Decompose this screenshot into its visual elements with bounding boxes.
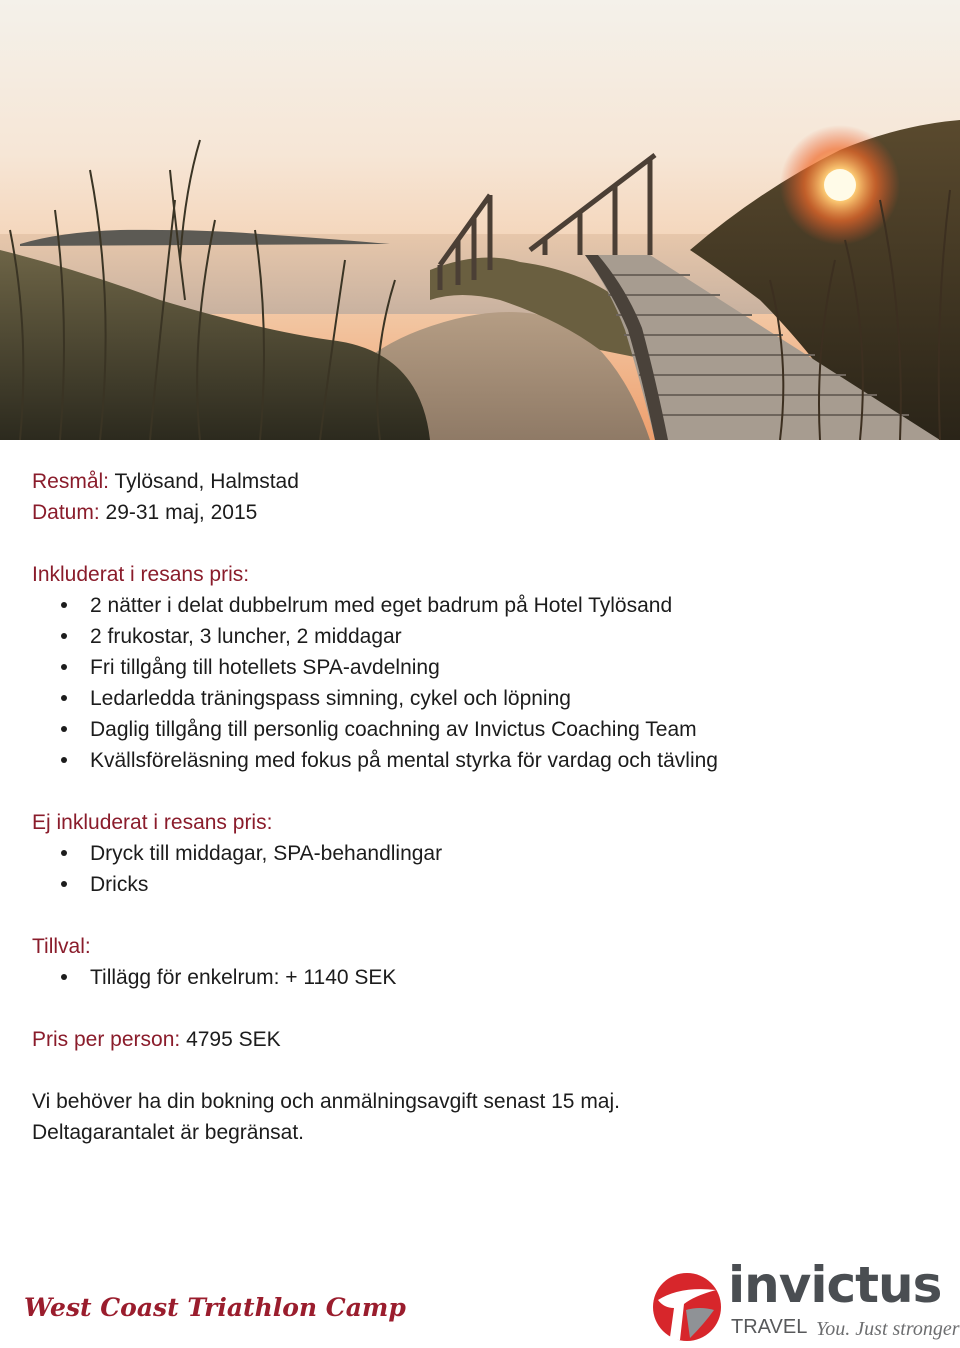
excluded-heading: Ej inkluderat i resans pris: — [32, 811, 273, 834]
price-row — [32, 1024, 932, 1055]
invictus-emblem-icon — [650, 1270, 724, 1344]
date-row — [32, 497, 932, 528]
logo-tagline: You. Just stronger — [816, 1318, 960, 1340]
included-heading: Inkluderat i resans pris: — [32, 563, 250, 586]
list-item: Fri tillgång till hotellets SPA-avdelning — [32, 652, 932, 683]
list-item: Tillägg för enkelrum: + 1140 SEK — [32, 962, 932, 993]
logo-travel-text: TRAVEL — [731, 1316, 808, 1338]
list-item: Daglig tillgång till personlig coachning av Invictus Coaching Team — [32, 714, 932, 745]
logo-brand-text: invictus — [728, 1256, 942, 1314]
hero-photo — [0, 0, 960, 440]
beach-sunset-illustration — [0, 0, 960, 440]
list-item: Dryck till middagar, SPA-behandlingar — [32, 838, 932, 869]
destination-label: Resmål: — [32, 470, 110, 493]
addons-list — [32, 962, 932, 993]
list-item: Dricks — [32, 869, 932, 900]
list-item: 2 nätter i delat dubbelrum med eget badrum på Hotel Tylösand — [32, 590, 932, 621]
included-list — [32, 590, 932, 776]
booking-note: Vi behöver ha din bokning och anmälningsavgift senast 15 maj. — [32, 1090, 620, 1113]
price-label: Pris per person: — [32, 1028, 181, 1051]
date-value: 29-31 maj, 2015 — [105, 501, 258, 524]
list-item: 2 frukostar, 3 luncher, 2 middagar — [32, 621, 932, 652]
destination-row — [32, 466, 932, 497]
list-item: Ledarledda träningspass simning, cykel och löpning — [32, 683, 932, 714]
date-label: Datum: — [32, 501, 100, 524]
list-item: Kvällsföreläsning med fokus på mental styrka för vardag och tävling — [32, 745, 932, 776]
invictus-logo — [648, 1256, 960, 1346]
excluded-list — [32, 838, 932, 900]
camp-title: West Coast Triathlon Camp — [24, 1293, 406, 1322]
capacity-note: Deltagarantalet är begränsat. — [32, 1121, 305, 1144]
destination-value: Tylösand, Halmstad — [114, 470, 299, 493]
price-value: 4795 SEK — [186, 1028, 281, 1051]
addons-heading: Tillval: — [32, 935, 91, 958]
trip-details — [32, 466, 932, 1148]
